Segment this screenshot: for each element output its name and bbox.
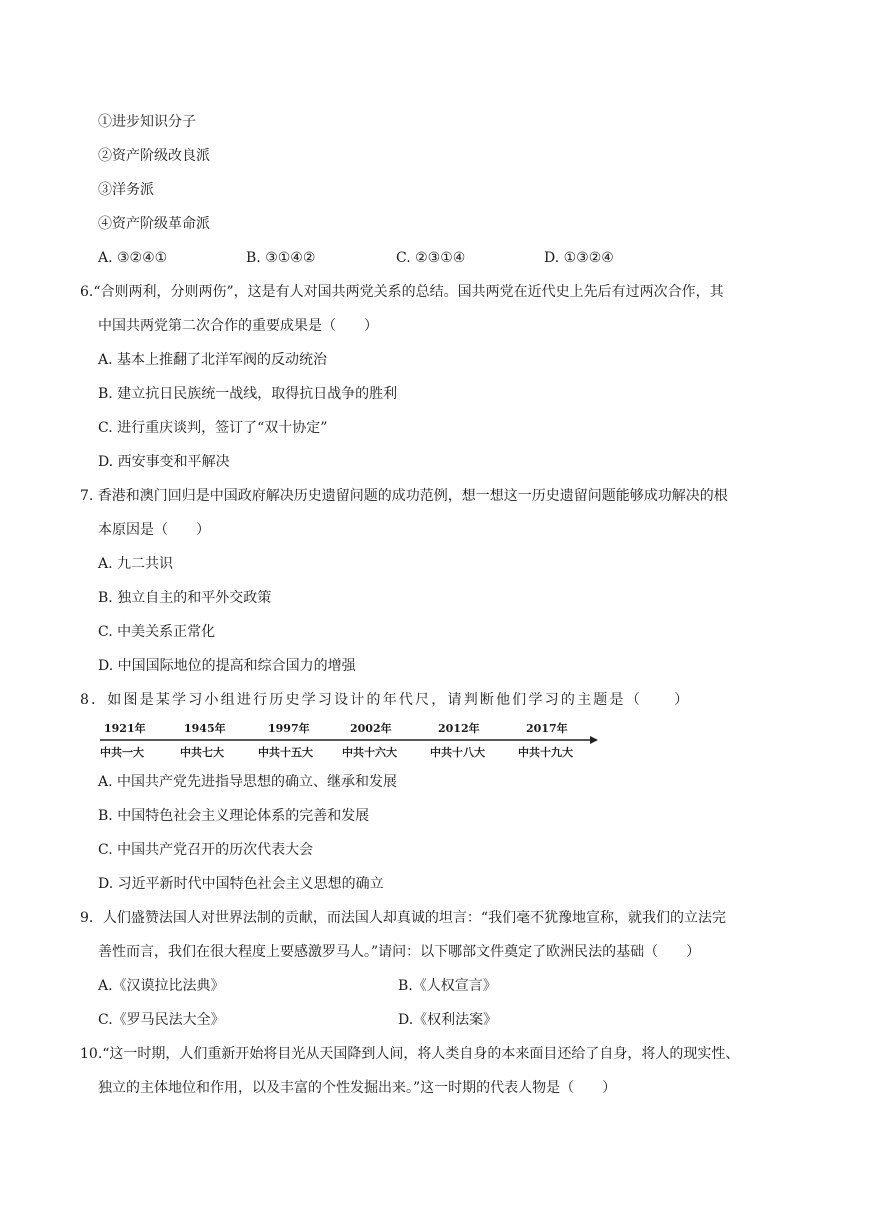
timeline-year: 1921年 <box>104 722 146 735</box>
q9-stem-line2: 善性而言，我们在很大程度上要感激罗马人。”请问：以下哪部文件奠定了欧洲民法的基础（ ） <box>98 944 701 960</box>
q8-option-a: A. 中国共产党先进指导思想的确立、继承和发展 <box>98 774 398 790</box>
q8-option-b: B. 中国特色社会主义理论体系的完善和发展 <box>98 808 370 824</box>
q5-option-d: D. ①③②④ <box>544 250 614 266</box>
q5-item-1: ①进步知识分子 <box>98 114 196 130</box>
q7-option-c: C. 中美关系正常化 <box>98 624 216 640</box>
q8-option-d: D. 习近平新时代中国特色社会主义思想的确立 <box>98 876 384 892</box>
q7-stem-line2: 本原因是（ ） <box>98 522 210 538</box>
timeline-year: 2017年 <box>526 722 568 735</box>
timeline-year: 2002年 <box>350 722 392 735</box>
q9-option-a: A.《汉谟拉比法典》 <box>98 978 225 994</box>
q10-stem-line1: 10.“这一时期，人们重新开始将目光从天国降到人间，将人类自身的本来面目还给了自身，将人的现实性、 <box>80 1046 740 1062</box>
q6-option-b: B. 建立抗日民族统一战线，取得抗日战争的胜利 <box>98 386 398 402</box>
q8-stem: 8．如图是某学习小组进行历史学习设计的年代尺，请判断他们学习的主题是（ ） <box>80 692 691 708</box>
q7-stem-line1: 7. 香港和澳门回归是中国政府解决历史遗留问题的成功范例，想一想这一历史遗留问题能够成功解决的根 <box>80 488 728 504</box>
q6-option-d: D. 西安事变和平解决 <box>98 454 230 470</box>
timeline-label: 中共十八大 <box>430 746 485 759</box>
timeline-axis <box>100 736 600 744</box>
timeline-year: 1945年 <box>184 722 226 735</box>
q5-option-c: C. ②③①④ <box>396 250 466 266</box>
q5-option-b: B. ③①④② <box>246 250 316 266</box>
q5-item-2: ②资产阶级改良派 <box>98 148 210 164</box>
timeline-ruler <box>100 720 600 760</box>
timeline-label: 中共一大 <box>100 746 144 759</box>
q9-stem-line1: 9．人们盛赞法国人对世界法制的贡献，而法国人却真诚的坦言：“我们毫不犹豫地宣称，就我们的立法完 <box>80 910 727 926</box>
q9-option-c: C.《罗马民法大全》 <box>98 1012 225 1028</box>
timeline-label: 中共十九大 <box>518 746 573 759</box>
timeline-year: 2012年 <box>438 722 480 735</box>
timeline-label: 中共十五大 <box>258 746 313 759</box>
q9-option-b: B.《人权宣言》 <box>398 978 497 994</box>
q6-option-c: C. 进行重庆谈判，签订了“双十协定” <box>98 420 328 436</box>
q6-stem-line1: 6.“合则两利，分则两伤”，这是有人对国共两党关系的总结。国共两党在近代史上先后有过两次合作，其 <box>80 284 724 300</box>
q10-stem-line2: 独立的主体地位和作用，以及丰富的个性发掘出来。”这一时期的代表人物是（ ） <box>98 1080 617 1096</box>
timeline-year: 1997年 <box>268 722 310 735</box>
q9-option-d: D.《权利法案》 <box>398 1012 498 1028</box>
q7-option-b: B. 独立自主的和平外交政策 <box>98 590 272 606</box>
timeline-label: 中共七大 <box>180 746 224 759</box>
q5-option-a: A. ③②④① <box>98 250 168 266</box>
q5-item-4: ④资产阶级革命派 <box>98 216 210 232</box>
q7-option-a: A. 九二共识 <box>98 556 174 572</box>
timeline-label: 中共十六大 <box>342 746 397 759</box>
q8-option-c: C. 中国共产党召开的历次代表大会 <box>98 842 314 858</box>
q7-option-d: D. 中国国际地位的提高和综合国力的增强 <box>98 658 356 674</box>
q5-item-3: ③洋务派 <box>98 182 154 198</box>
q6-stem-line2: 中国共两党第二次合作的重要成果是（ ） <box>98 318 378 334</box>
q6-option-a: A. 基本上推翻了北洋军阀的反动统治 <box>98 352 328 368</box>
